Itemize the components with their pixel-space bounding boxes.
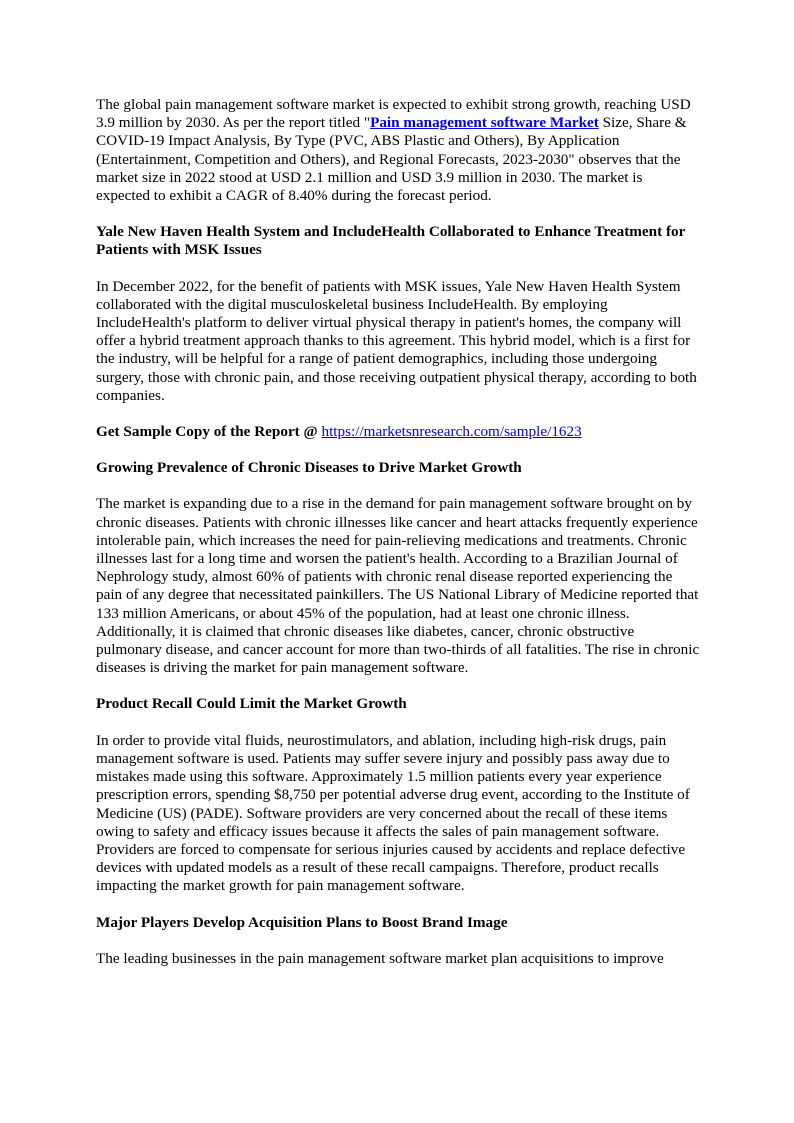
sample-copy-link[interactable]: https://marketsnresearch.com/sample/1623 bbox=[321, 423, 582, 441]
intro-text-before: The global pain management software market is expected to exhibit strong growth, reaching USD 3.9 million by 2030. As per the report titled " bbox=[96, 96, 691, 132]
intro-text-after: Size, Share & COVID-19 Impact Analysis, By Type (PVC, ABS Plastic and Others), By Application (Entertainment, Competition and Others), and Regional Forecasts, 2023-2030" observes that the market size in 2022 stood at USD 2.1 million and USD 3.9 million in 2030. The market is expected to exhibit a CAGR of 8.40% during the forecast period. bbox=[96, 114, 687, 205]
document-page bbox=[96, 96, 700, 986]
section1-heading: Yale New Haven Health System and IncludeHealth Collaborated to Enhance Treatment for Patients with MSK Issues bbox=[96, 223, 686, 259]
section1-body: In December 2022, for the benefit of patients with MSK issues, Yale New Haven Health System collaborated with the digital musculoskeletal business IncludeHealth. By employing IncludeHealth's platform to deliver virtual physical therapy in patient's homes, the company will offer a hybrid treatment approach thanks to this agreement. This hybrid model, which is a first for the industry, will be helpful for a range of patient demographics, including those undergoing surgery, those with chronic pain, and those receiving outpatient physical therapy, according to both companies. bbox=[96, 277, 697, 404]
report-title-link[interactable]: Pain management software Market bbox=[370, 114, 599, 132]
section2-heading: Growing Prevalence of Chronic Diseases to Drive Market Growth bbox=[96, 459, 522, 477]
intro-paragraph bbox=[96, 96, 700, 205]
section3-body: In order to provide vital fluids, neurostimulators, and ablation, including high-risk drugs, pain management software is used. Patients may suffer severe injury and possibly pass away due to mistakes made using this software. Approximately 1.5 million patients every year experience prescription errors, spending $8,750 per potential adverse drug event, according to the Institute of Medicine (US) (PADE). Software providers are very concerned about the recall of these items owing to safety and efficacy issues because it affects the sales of pain management software. Providers are forced to compensate for serious injuries caused by accidents and replace defective devices with updated models as a result of these recall campaigns. Therefore, product recalls impacting the market growth for pain management software. bbox=[96, 731, 690, 895]
section3-heading: Product Recall Could Limit the Market Growth bbox=[96, 695, 407, 713]
section4-body: The leading businesses in the pain management software market plan acquisitions to improve bbox=[96, 949, 664, 967]
sample-copy-label: Get Sample Copy of the Report @ bbox=[96, 423, 322, 441]
sample-copy-line bbox=[96, 423, 700, 441]
section2-body: The market is expanding due to a rise in the demand for pain management software brought on by chronic diseases. Patients with chronic illnesses like cancer and heart attacks frequently experience intolerable pain, which increases the need for pain-relieving medications and treatments. Chronic illnesses last for a long time and worsen the patient's health. According to a Brazilian Journal of Nephrology study, almost 60% of patients with chronic renal disease reported experiencing the pain of any degree that necessitated painkillers. The US National Library of Medicine reported that 133 million Americans, or about 45% of the population, had at least one chronic illness. Additionally, it is claimed that chronic diseases like diabetes, cancer, chronic obstructive pulmonary disease, and cancer account for more than two-thirds of all fatalities. The rise in chronic diseases is driving the market for pain management software. bbox=[96, 495, 700, 677]
section4-heading: Major Players Develop Acquisition Plans to Boost Brand Image bbox=[96, 913, 508, 931]
